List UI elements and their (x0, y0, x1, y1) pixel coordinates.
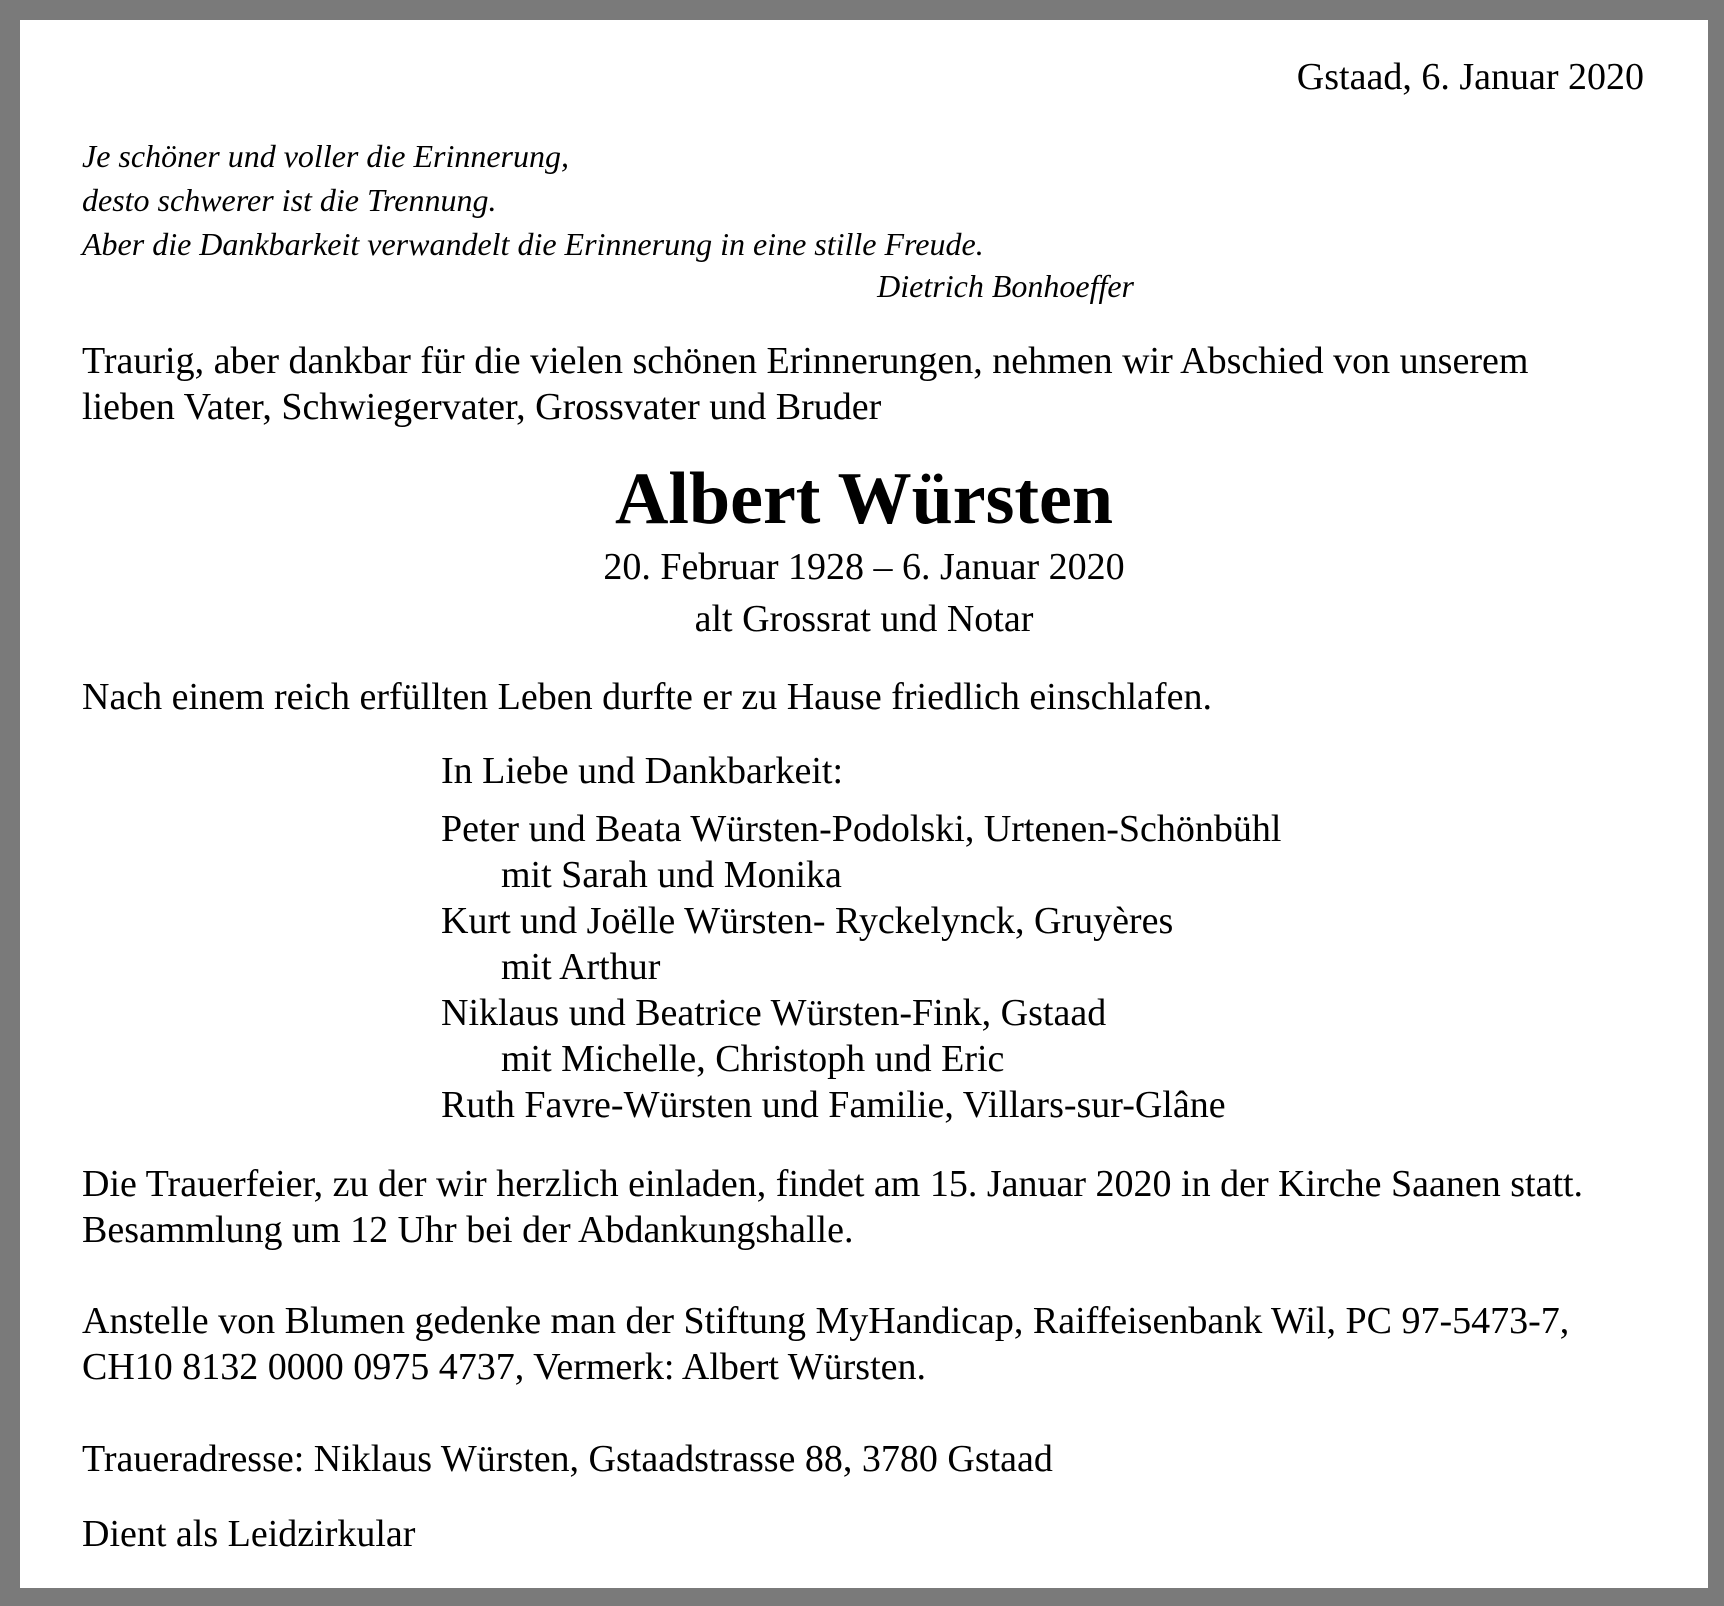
mourner-entry: Niklaus und Beatrice Würsten-Fink, Gstaad (441, 992, 1107, 1034)
mourner-sub-entry: mit Michelle, Christoph und Eric (501, 1038, 1005, 1080)
deceased-title: alt Grossrat und Notar (694, 598, 1034, 640)
deceased-name: Albert Würsten (614, 458, 1114, 540)
circular-note: Dient als Leidzirkular (82, 1513, 416, 1555)
mourners-heading: In Liebe und Dankbarkeit: (441, 750, 844, 792)
passing-text: Nach einem reich erfüllten Leben durfte er zu Hause friedlich einschlafen. (82, 676, 1212, 718)
intro-text: Traurig, aber dankbar für die vielen schönen Erinnerungen, nehmen wir Abschied von unserem (82, 340, 1529, 382)
quote-line: Je schöner und voller die Erinnerung, (82, 138, 569, 174)
funeral-text: Die Trauerfeier, zu der wir herzlich einladen, findet am 15. Januar 2020 in der Kirche Saanen statt. (82, 1163, 1584, 1205)
donation-text: Anstelle von Blumen gedenke man der Stiftung MyHandicap, Raiffeisenbank Wil, PC 97-5473-7, (82, 1300, 1570, 1342)
funeral-text: Besammlung um 12 Uhr bei der Abdankungshalle. (82, 1209, 854, 1251)
mourner-entry: Kurt und Joëlle Würsten- Ryckelynck, Gruyères (441, 900, 1174, 942)
mourner-entry: Peter und Beata Würsten-Podolski, Urtenen-Schönbühl (441, 808, 1282, 850)
quote-author: Dietrich Bonhoeffer (877, 268, 1134, 304)
deceased-lifespan: 20. Februar 1928 – 6. Januar 2020 (603, 546, 1125, 588)
intro-text: lieben Vater, Schwiegervater, Grossvater und Bruder (82, 386, 882, 428)
mourner-sub-entry: mit Arthur (501, 946, 661, 988)
mourner-entry: Ruth Favre-Würsten und Familie, Villars-sur-Glâne (441, 1084, 1226, 1126)
place-date: Gstaad, 6. Januar 2020 (1296, 56, 1644, 98)
mourning-address: Traueradresse: Niklaus Würsten, Gstaadstrasse 88, 3780 Gstaad (82, 1438, 1053, 1480)
mourner-sub-entry: mit Sarah und Monika (501, 854, 842, 896)
quote-line: Aber die Dankbarkeit verwandelt die Erinnerung in eine stille Freude. (82, 226, 984, 262)
quote-line: desto schwerer ist die Trennung. (82, 182, 497, 218)
donation-text: CH10 8132 0000 0975 4737, Vermerk: Albert Würsten. (82, 1346, 927, 1388)
